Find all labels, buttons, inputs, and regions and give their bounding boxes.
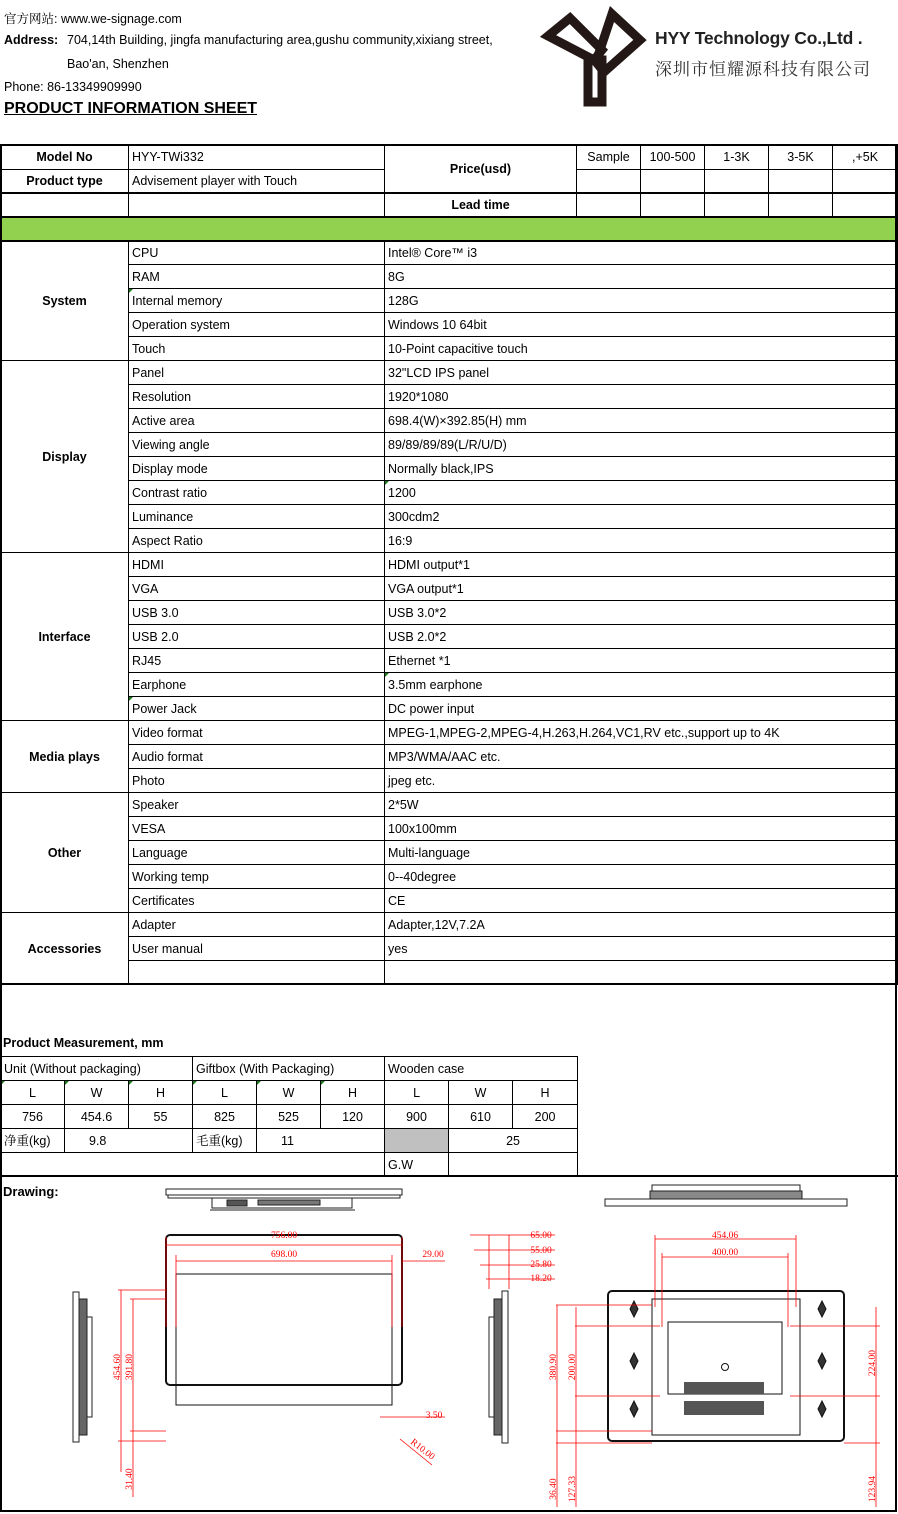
price-tier: ,+5K <box>833 145 898 169</box>
spec-row <box>1 577 898 601</box>
net-weight-value: 9.8 <box>65 1129 193 1153</box>
y-knot-logo-icon <box>540 6 650 110</box>
spec-table <box>0 240 898 985</box>
phone-label: Phone: <box>4 80 44 94</box>
spec-name: Panel <box>129 361 385 385</box>
spec-value: jpeg etc. <box>385 769 898 793</box>
spec-value: USB 2.0*2 <box>385 625 898 649</box>
spec-row <box>1 481 898 505</box>
spec-value: MP3/WMA/AAC etc. <box>385 745 898 769</box>
website-link[interactable]: www.we-signage.com <box>60 12 182 26</box>
spec-row <box>1 697 898 721</box>
drawing-label: Drawing: <box>3 1184 59 1199</box>
comment-marker-icon <box>129 289 133 293</box>
spec-value: Normally black,IPS <box>385 457 898 481</box>
product-type-value: Advisement player with Touch <box>129 169 385 193</box>
dim-value: 525 <box>257 1105 321 1129</box>
spec-name: USB 3.0 <box>129 601 385 625</box>
spec-name: Audio format <box>129 745 385 769</box>
dim-value: 200 <box>513 1105 578 1129</box>
spec-value: 1920*1080 <box>385 385 898 409</box>
spec-row <box>1 601 898 625</box>
dim-value: 900 <box>385 1105 449 1129</box>
spec-name: User manual <box>129 937 385 961</box>
dim-corner-radius: R10.00 <box>408 1437 437 1463</box>
category-display: Display <box>1 361 129 553</box>
comment-marker-icon <box>1 1081 5 1085</box>
lead-time-label: Lead time <box>385 193 577 217</box>
spec-name: Touch <box>129 337 385 361</box>
category-other: Other <box>1 793 129 913</box>
dim-bottom-border: 31.40 <box>125 1468 135 1490</box>
dim-header: W <box>449 1081 513 1105</box>
dim-rear-width-inner: 400.00 <box>711 1248 739 1258</box>
category-system: System <box>1 241 129 361</box>
spec-row <box>1 625 898 649</box>
spec-row <box>1 865 898 889</box>
comment-marker-icon <box>129 697 133 701</box>
website-line <box>4 9 182 27</box>
address-line-2: Bao'an, Shenzhen <box>67 57 169 71</box>
spec-name: HDMI <box>129 553 385 577</box>
spec-name: VGA <box>129 577 385 601</box>
spec-name: Internal memory <box>129 289 385 313</box>
spec-row <box>1 841 898 865</box>
dim-rear-bottom-36: 36.40 <box>549 1478 559 1500</box>
net-weight-label: 净重(kg) <box>1 1129 65 1153</box>
spec-value: Multi-language <box>385 841 898 865</box>
price-cell <box>833 169 898 193</box>
wooden-weight-label <box>385 1129 449 1153</box>
comment-marker-icon <box>385 481 389 485</box>
spec-value: Windows 10 64bit <box>385 313 898 337</box>
rear-dimensions <box>556 1235 880 1507</box>
spec-value: 2*5W <box>385 793 898 817</box>
dim-side: 55.00 <box>530 1246 552 1256</box>
spec-name: RAM <box>129 265 385 289</box>
spec-name: Video format <box>129 721 385 745</box>
section-band <box>1 217 898 241</box>
product-type-label: Product type <box>1 169 129 193</box>
dim-side: 25.80 <box>530 1260 552 1270</box>
spec-value: CE <box>385 889 898 913</box>
spec-value: DC power input <box>385 697 898 721</box>
spec-name: Operation system <box>129 313 385 337</box>
spec-value: HDMI output*1 <box>385 553 898 577</box>
sheet-title: PRODUCT INFORMATION SHEET <box>4 100 258 117</box>
measurement-title: Product Measurement, mm <box>3 1036 164 1050</box>
spec-value: 0--40degree <box>385 865 898 889</box>
spec-value: Ethernet *1 <box>385 649 898 673</box>
price-cell <box>641 169 705 193</box>
spec-value: 89/89/89/89(L/R/U/D) <box>385 433 898 457</box>
comment-marker-icon <box>65 1081 69 1085</box>
side-view-left-icon <box>73 1292 92 1442</box>
spec-name: RJ45 <box>129 649 385 673</box>
category-accessories: Accessories <box>1 913 129 985</box>
spec-name: Active area <box>129 409 385 433</box>
dim-side: 65.00 <box>530 1231 552 1241</box>
comment-marker-icon <box>129 1081 133 1085</box>
comment-marker-icon <box>385 673 389 677</box>
dim-value: 454.6 <box>65 1105 129 1129</box>
empty-cell <box>1 193 129 217</box>
measurement-table <box>0 1056 578 1177</box>
spec-value: 100x100mm <box>385 817 898 841</box>
dim-header: W <box>65 1081 129 1105</box>
spec-row <box>1 937 898 961</box>
address-label: Address: <box>4 33 59 47</box>
spec-name <box>129 961 385 985</box>
spec-value: 3.5mm earphone <box>385 673 898 697</box>
spec-row <box>1 553 898 577</box>
lead-time-cell <box>577 193 641 217</box>
dim-active-height: 391.80 <box>125 1353 135 1381</box>
spec-name: Resolution <box>129 385 385 409</box>
spec-row <box>1 289 898 313</box>
spec-row <box>1 673 898 697</box>
spec-row <box>1 913 898 937</box>
price-tier: Sample <box>577 145 641 169</box>
spec-value: 10-Point capacitive touch <box>385 337 898 361</box>
gross-weight-label: 毛重(kg) <box>193 1129 257 1153</box>
website-label: 官方网站: <box>4 12 58 26</box>
spec-row <box>1 337 898 361</box>
spec-row <box>1 505 898 529</box>
spec-value: 1200 <box>385 481 898 505</box>
section-divider <box>0 983 898 985</box>
dim-rear-bottom-123: 123.94 <box>868 1475 878 1503</box>
address-line-1 <box>4 33 493 47</box>
category-interface: Interface <box>1 553 129 721</box>
spec-value: MPEG-1,MPEG-2,MPEG-4,H.263,H.264,VC1,RV etc.,support up to 4K <box>385 721 898 745</box>
company-name-en: HYY Technology Co.,Ltd . <box>655 28 863 48</box>
spec-name: Aspect Ratio <box>129 529 385 553</box>
dim-value: 120 <box>321 1105 385 1129</box>
spec-value: 32"LCD IPS panel <box>385 361 898 385</box>
gw-label: G.W <box>385 1153 449 1177</box>
spec-name: Display mode <box>129 457 385 481</box>
spec-value: VGA output*1 <box>385 577 898 601</box>
rear-view-icon <box>608 1291 844 1441</box>
dim-header: L <box>1 1081 65 1105</box>
spec-value: 128G <box>385 289 898 313</box>
spec-row <box>1 265 898 289</box>
price-cell <box>769 169 833 193</box>
lead-time-cell <box>769 193 833 217</box>
spec-value: USB 3.0*2 <box>385 601 898 625</box>
spec-row <box>1 385 898 409</box>
phone-number: 86-13349909990 <box>47 80 142 94</box>
spec-name: USB 2.0 <box>129 625 385 649</box>
spec-row <box>1 529 898 553</box>
dim-rear-bottom-127: 127.33 <box>568 1475 578 1503</box>
dim-header: W <box>257 1081 321 1105</box>
dim-overall-height: 454.60 <box>113 1353 123 1381</box>
dim-value: 756 <box>1 1105 65 1129</box>
dim-rear-height-380: 380.90 <box>549 1353 559 1381</box>
price-tier: 3-5K <box>769 145 833 169</box>
dim-rear-height-224: 224.00 <box>868 1349 878 1377</box>
comment-marker-icon <box>321 1081 325 1085</box>
spec-name: Speaker <box>129 793 385 817</box>
spec-name: Language <box>129 841 385 865</box>
price-cell <box>577 169 641 193</box>
model-value: HYY-TWi332 <box>129 145 385 169</box>
spec-name: Photo <box>129 769 385 793</box>
comment-marker-icon <box>193 1081 197 1085</box>
dim-side-offset: 29.00 <box>422 1250 444 1260</box>
spec-value: 16:9 <box>385 529 898 553</box>
dim-header: L <box>193 1081 257 1105</box>
spec-value: 300cdm2 <box>385 505 898 529</box>
spec-row <box>1 649 898 673</box>
price-tier: 1-3K <box>705 145 769 169</box>
spec-row <box>1 721 898 745</box>
lead-time-cell <box>833 193 898 217</box>
dim-header: H <box>513 1081 578 1105</box>
price-label: Price(usd) <box>385 145 577 193</box>
spec-value: 8G <box>385 265 898 289</box>
empty-cell <box>1 1153 385 1177</box>
spec-value: 698.4(W)×392.85(H) mm <box>385 409 898 433</box>
spec-name: VESA <box>129 817 385 841</box>
dim-rear-height-200: 200.00 <box>568 1353 578 1381</box>
spec-name: Contrast ratio <box>129 481 385 505</box>
spec-value: Adapter,12V,7.2A <box>385 913 898 937</box>
lead-time-cell <box>641 193 705 217</box>
dim-bezel: 3.50 <box>425 1411 443 1421</box>
category-media-plays: Media plays <box>1 721 129 793</box>
dim-value: 55 <box>129 1105 193 1129</box>
technical-drawing <box>0 1177 898 1512</box>
spec-row <box>1 889 898 913</box>
spec-value: yes <box>385 937 898 961</box>
spec-value <box>385 961 898 985</box>
side-view-right-icon <box>489 1291 508 1443</box>
spec-name: Certificates <box>129 889 385 913</box>
empty-cell <box>449 1153 578 1177</box>
spec-name: Earphone <box>129 673 385 697</box>
spec-row <box>1 457 898 481</box>
spec-row <box>1 745 898 769</box>
spec-row <box>1 793 898 817</box>
spec-row <box>1 241 898 265</box>
spec-row <box>1 433 898 457</box>
front-view-icon <box>166 1235 402 1405</box>
dim-side: 18.20 <box>530 1274 552 1284</box>
empty-cell <box>129 193 385 217</box>
wooden-weight-value: 25 <box>449 1129 578 1153</box>
dim-header: L <box>385 1081 449 1105</box>
dim-value: 610 <box>449 1105 513 1129</box>
spec-row <box>1 409 898 433</box>
spec-row <box>1 769 898 793</box>
spec-name: Adapter <box>129 913 385 937</box>
spec-row <box>1 313 898 337</box>
spec-value: Intel® Core™ i3 <box>385 241 898 265</box>
summary-table <box>0 144 898 242</box>
giftbox-group-label: Giftbox (With Packaging) <box>193 1057 385 1081</box>
top-view-rear-icon <box>605 1185 847 1206</box>
phone-line <box>4 80 142 94</box>
spec-row <box>1 817 898 841</box>
price-cell <box>705 169 769 193</box>
wooden-case-group-label: Wooden case <box>385 1057 578 1081</box>
dim-value: 825 <box>193 1105 257 1129</box>
price-tier: 100-500 <box>641 145 705 169</box>
lead-time-cell <box>705 193 769 217</box>
spec-name: Power Jack <box>129 697 385 721</box>
top-view-front-icon <box>166 1189 402 1210</box>
unit-group-label: Unit (Without packaging) <box>1 1057 193 1081</box>
dim-rear-width-outer: 454.06 <box>711 1231 739 1241</box>
spec-name: CPU <box>129 241 385 265</box>
spec-row <box>1 361 898 385</box>
spec-name: Viewing angle <box>129 433 385 457</box>
spec-name: Working temp <box>129 865 385 889</box>
front-dimensions <box>118 1237 445 1497</box>
dim-overall-width: 756.00 <box>270 1231 298 1241</box>
dim-header: H <box>321 1081 385 1105</box>
gross-weight-value: 11 <box>257 1129 385 1153</box>
model-label: Model No <box>1 145 129 169</box>
dim-active-width: 698.00 <box>270 1250 298 1260</box>
company-name-cn: 深圳市恒耀源科技有限公司 <box>655 60 871 79</box>
comment-marker-icon <box>257 1081 261 1085</box>
spec-row <box>1 961 898 985</box>
address-text-1: 704,14th Building, jingfa manufacturing area,gushu community,xixiang street, <box>67 33 493 47</box>
dim-header: H <box>129 1081 193 1105</box>
spec-name: Luminance <box>129 505 385 529</box>
